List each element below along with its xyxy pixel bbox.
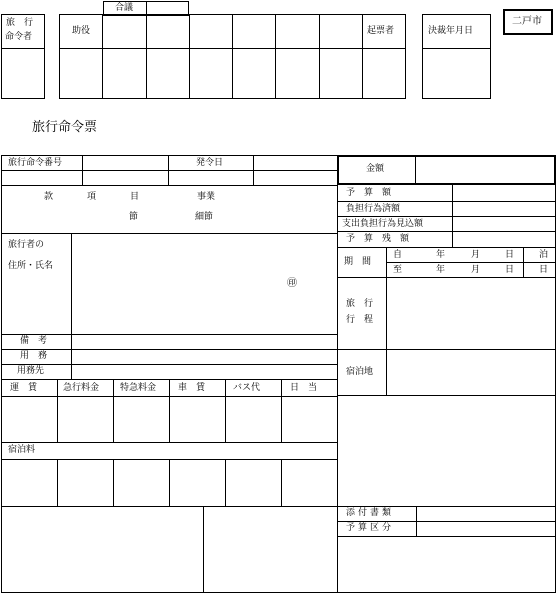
moku-label: 目: [130, 192, 140, 202]
destination-label: 用務先: [17, 366, 45, 376]
days-label: 日: [539, 265, 549, 275]
kian-label: 起票者: [367, 26, 395, 36]
kan-label: 款: [44, 192, 54, 202]
business-label: 用 務: [20, 351, 48, 361]
traveler-label-1: 旅 行: [6, 18, 34, 28]
gogi-label: 合議: [115, 3, 134, 13]
to-month-label: 月: [471, 265, 481, 275]
fare-label: 運 賃: [10, 383, 38, 393]
itinerary-label-2: 行 程: [346, 315, 374, 325]
form-title: 旅行命令票: [32, 120, 98, 135]
lodging-fee-label: 宿泊料: [8, 445, 36, 455]
jigyo-label: 事業: [197, 192, 216, 202]
city-label: 二戸市: [512, 16, 542, 27]
bus-fare-label: バス代: [233, 383, 261, 393]
setsu-label: 節: [129, 212, 139, 222]
to-day-label: 日: [505, 265, 515, 275]
commit-amount-label: 負担行為済額: [346, 204, 401, 214]
seal-mark: ㊞: [287, 278, 297, 289]
saisetsu-label: 細節: [195, 212, 214, 222]
daily-allowance-label: 日 当: [290, 383, 318, 393]
traveler-label-2: 命令者: [5, 32, 33, 42]
lodging-place-label: 宿泊地: [346, 367, 374, 377]
period-to-label: 至: [393, 265, 403, 275]
period-label: 期 間: [344, 257, 372, 267]
period-from-label: 自: [393, 250, 403, 260]
from-month-label: 月: [471, 250, 481, 260]
from-day-label: 日: [505, 250, 515, 260]
issue-date-label: 発令日: [196, 158, 224, 168]
remaining-amount-label: 予 算 残 額: [346, 234, 410, 244]
decision-date-label: 決裁年月日: [428, 26, 474, 36]
itinerary-label-1: 旅 行: [346, 299, 374, 309]
from-year-label: 年: [436, 250, 446, 260]
remarks-label: 備 考: [20, 336, 48, 346]
nights-label: 泊: [539, 250, 549, 260]
express-fee-label: 急行料金: [63, 383, 100, 393]
to-year-label: 年: [436, 265, 446, 275]
traveler-address-label: 旅行者の: [8, 240, 45, 250]
order-number-label: 旅行命令番号: [8, 158, 63, 168]
attachments-label: 添付書類: [346, 508, 395, 518]
car-fare-label: 車 賃: [178, 383, 206, 393]
budget-amount-label: 予 算 額: [346, 188, 392, 198]
traveler-name-label: 住所・氏名: [8, 261, 54, 271]
sukeyaku-label: 助役: [72, 26, 91, 36]
expected-amount-label: 支出負担行為見込額: [342, 219, 424, 229]
limited-express-fee-label: 特急料金: [120, 383, 157, 393]
amount-label: 金額: [366, 164, 385, 174]
budget-class-label: 予算区分: [346, 523, 395, 533]
kou-label: 項: [87, 192, 97, 202]
